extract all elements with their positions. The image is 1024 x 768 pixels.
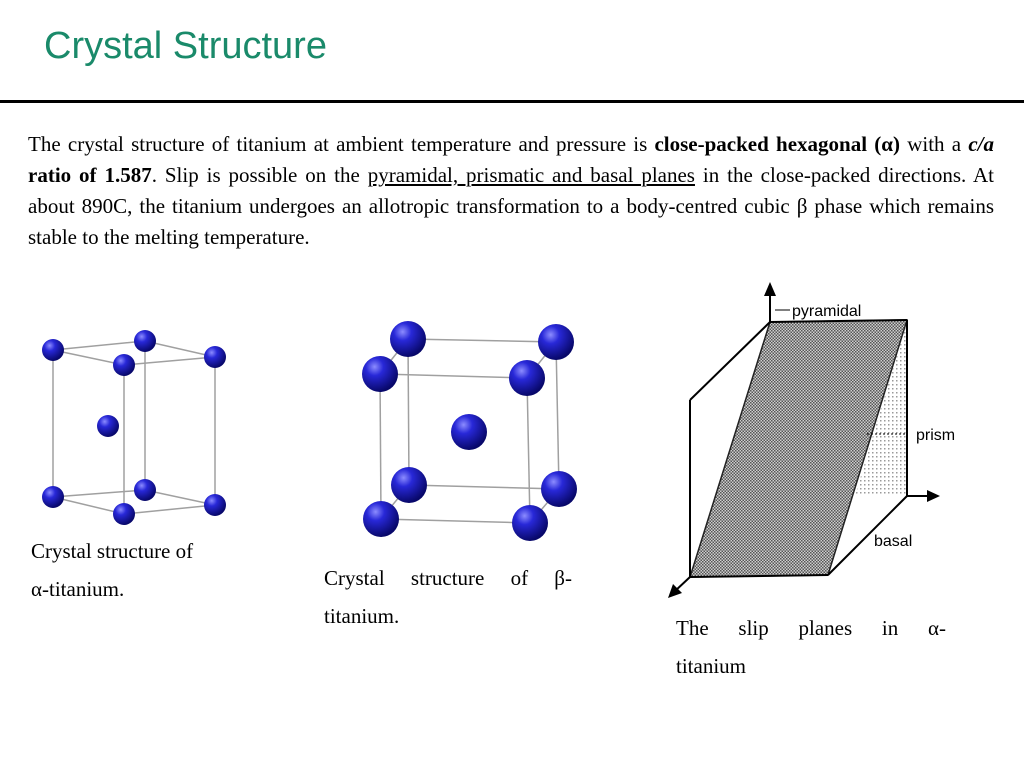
caption-slip-line2: titanium (676, 654, 746, 678)
caption-alpha (31, 532, 241, 608)
caption-alpha-line2: α-titanium. (31, 577, 125, 601)
slip-planes-diagram (668, 282, 955, 598)
intro-text-1: The crystal structure of titanium at ambient temperature and pressure is (28, 132, 655, 156)
intro-underlined-planes: pyramidal, prismatic and basal planes (367, 163, 695, 187)
slide-title: Crystal Structure (44, 25, 327, 67)
intro-bold-ca: c/a (968, 132, 994, 156)
caption-beta-line1: Crystal structure of β- (324, 566, 572, 590)
caption-beta-line2: titanium. (324, 604, 400, 628)
basal-label: basal (874, 533, 913, 550)
caption-slip-line1: The slip planes in α- (676, 616, 946, 640)
intro-bold-hcp: close-packed hexagonal (α) (654, 132, 900, 156)
caption-slip (676, 609, 946, 685)
caption-alpha-line1: Crystal structure of (31, 539, 194, 563)
intro-text-4: in the close-packed directions. At about 890C, the titanium undergoes an allotropic transformation to a body-centred cubic β phase which remains stable to the melting temperature. (28, 163, 994, 249)
pyramidal-label: pyramidal (792, 303, 862, 320)
beta-atoms (362, 321, 577, 541)
prism-label: prism (916, 427, 956, 444)
intro-bold-ratio: ratio of 1.587 (28, 163, 152, 187)
caption-beta (324, 559, 572, 635)
intro-text-3: . Slip is possible on the (151, 163, 368, 187)
intro-text-2: with a (899, 132, 969, 156)
